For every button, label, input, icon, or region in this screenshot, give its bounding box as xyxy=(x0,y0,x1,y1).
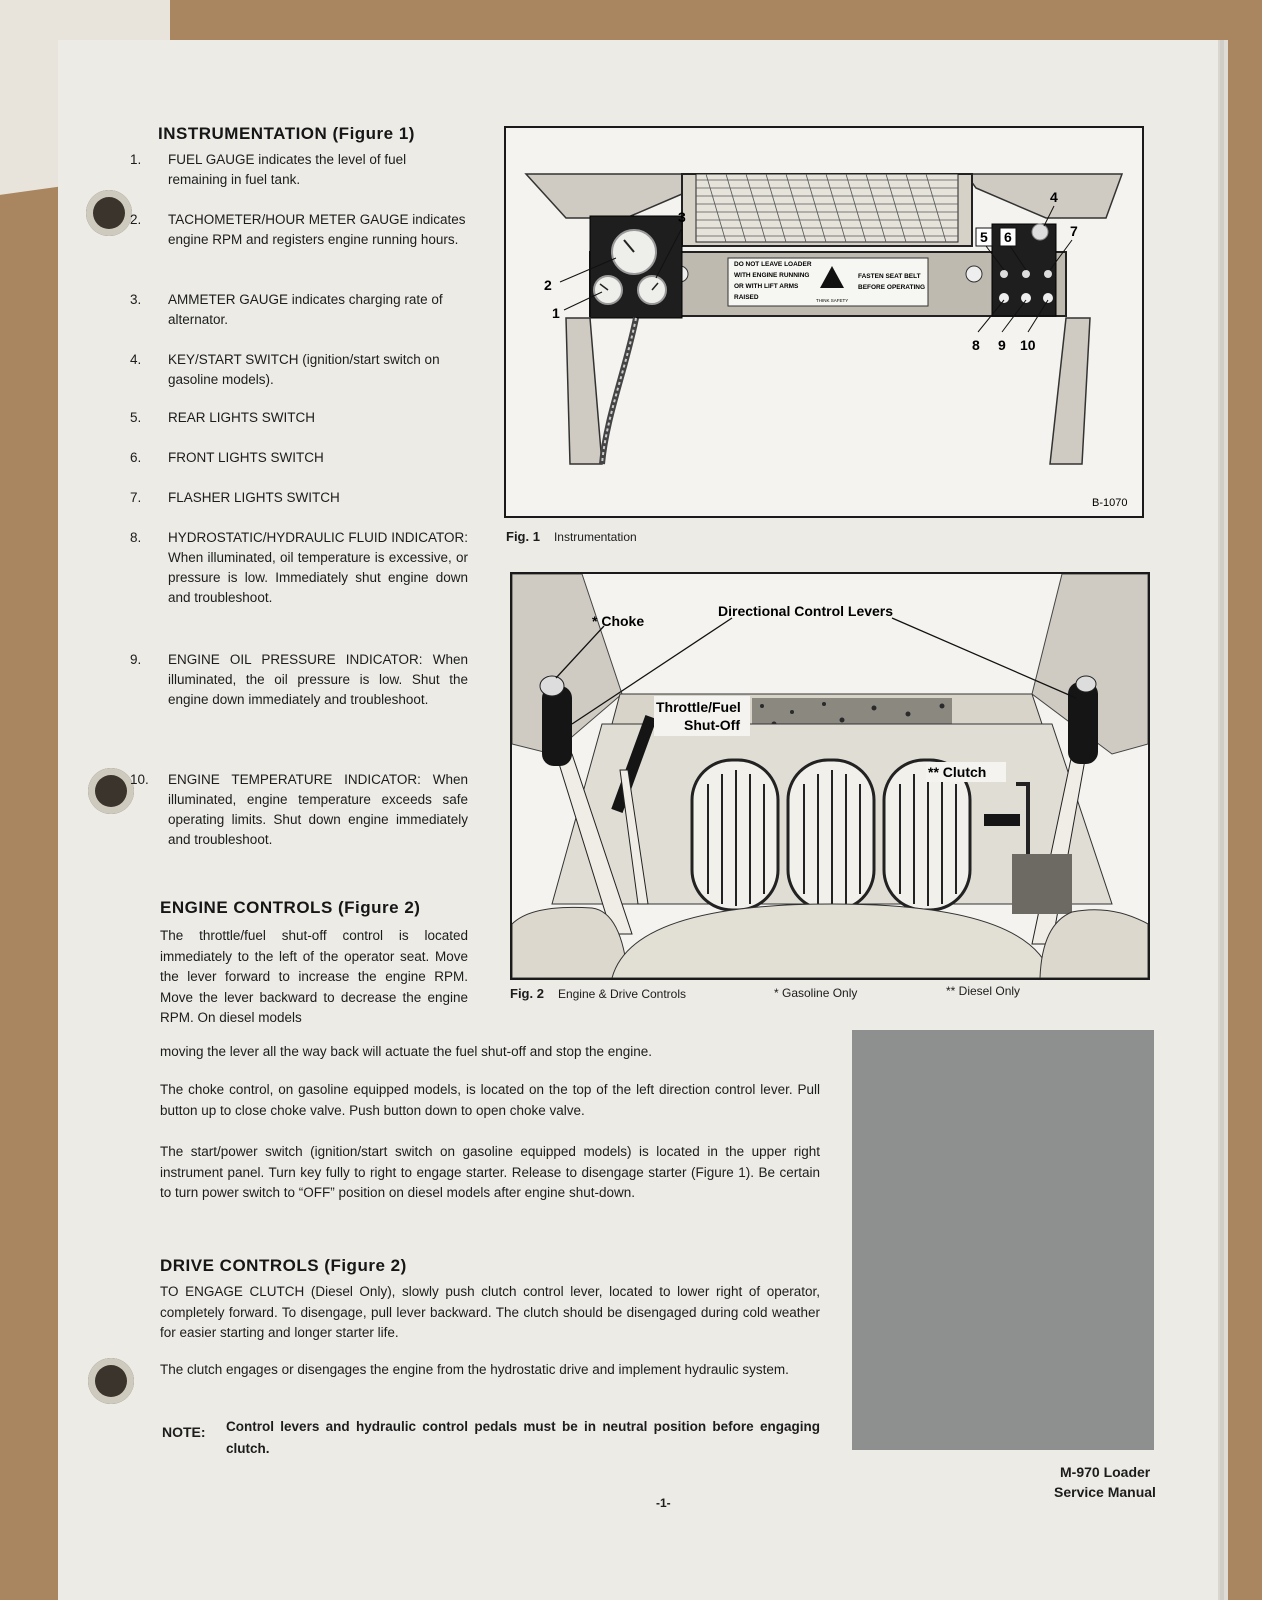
list-item xyxy=(130,448,468,468)
item-number: 5. xyxy=(130,410,142,425)
item-text: ENGINE TEMPERATURE INDICATOR: When illuminated, engine temperature exceeds safe operating limits. Shut down engine immediately and troubleshoot. xyxy=(168,772,468,847)
binder-hole xyxy=(88,768,134,814)
engine-controls-paragraph-1a: The throttle/fuel shut-off control is located immediately to the left of the operator seat. Move the lever forward to increase the engine RPM. Move the lever backward to decrease the engine RPM. On diesel models xyxy=(160,928,468,1025)
section-heading-engine-controls: ENGINE CONTROLS (Figure 2) xyxy=(160,898,421,917)
item-text: FLASHER LIGHTS SWITCH xyxy=(168,490,340,505)
list-item xyxy=(130,350,468,390)
item-number: 2. xyxy=(130,212,142,227)
item-number: 9. xyxy=(130,652,142,667)
figure-1-caption xyxy=(506,529,637,544)
callout-label: 6 xyxy=(1004,229,1012,245)
gray-blank-block xyxy=(852,1030,1154,1450)
decal-small: THINK SAFETY xyxy=(816,298,849,303)
callout-label: 4 xyxy=(1050,189,1058,205)
footer-model: M-970 Loader xyxy=(1060,1464,1151,1480)
item-text: FUEL GAUGE indicates the level of fuel remaining in fuel tank. xyxy=(168,152,407,187)
figure-1-caption-text: Instrumentation xyxy=(553,530,637,544)
binder-hole xyxy=(86,190,132,236)
callout-label: 10 xyxy=(1020,337,1036,353)
list-item xyxy=(130,290,468,330)
item-text: REAR LIGHTS SWITCH xyxy=(168,410,316,425)
label-shut-off: Shut-Off xyxy=(684,717,740,733)
section-heading-drive-controls: DRIVE CONTROLS (Figure 2) xyxy=(160,1256,407,1275)
decal-right-line: FASTEN SEAT BELT xyxy=(858,273,921,280)
engine-controls-paragraph-2: The choke control, on gasoline equipped models, is located on the top of the left direction control lever. Pull button up to close choke valve. Push button down to open choke valve. xyxy=(160,1082,820,1118)
list-item xyxy=(130,770,468,850)
manual-page xyxy=(58,40,1218,1600)
item-text: AMMETER GAUGE indicates charging rate of alternator. xyxy=(168,292,443,327)
callout-label: 5 xyxy=(980,229,988,245)
figure-2-caption xyxy=(510,986,686,1001)
decal-left-line: WITH ENGINE RUNNING xyxy=(734,272,810,279)
footer-manual: Service Manual xyxy=(1054,1484,1156,1500)
binder-hole xyxy=(88,1358,134,1404)
gasoline-only-note: * Gasoline Only xyxy=(774,986,858,1000)
figure-code: B-1070 xyxy=(1092,497,1128,509)
label-clutch: ** Clutch xyxy=(928,764,987,780)
note-text: Control levers and hydraulic control pedals must be in neutral position before engaging clutch. xyxy=(226,1419,820,1456)
callout-label: 2 xyxy=(544,277,552,293)
engine-controls-paragraph-1b: moving the lever all the way back will actuate the fuel shut-off and stop the engine. xyxy=(160,1044,653,1059)
label-choke: * Choke xyxy=(592,613,645,629)
callout-label: 9 xyxy=(998,337,1006,353)
item-number: 1. xyxy=(130,152,142,167)
callout-label: 1 xyxy=(552,305,560,321)
list-item xyxy=(130,650,468,710)
list-item xyxy=(130,488,468,508)
item-number: 4. xyxy=(130,352,142,367)
label-throttle-fuel: Throttle/Fuel xyxy=(656,699,741,715)
item-number: 7. xyxy=(130,490,142,505)
list-item xyxy=(130,528,468,608)
callout-label: 7 xyxy=(1070,223,1078,239)
page-number: -1- xyxy=(656,1496,671,1510)
section-heading-instrumentation: INSTRUMENTATION (Figure 1) xyxy=(158,124,415,143)
decal-left-line: RAISED xyxy=(734,294,759,301)
list-item xyxy=(130,210,468,250)
list-item xyxy=(130,408,468,428)
diesel-only-note: ** Diesel Only xyxy=(946,984,1021,998)
item-text: FRONT LIGHTS SWITCH xyxy=(168,450,324,465)
note-label: NOTE: xyxy=(162,1424,206,1440)
item-text: ENGINE OIL PRESSURE INDICATOR: When illuminated, the oil pressure is low. Shut the engine down immediately and troubleshoot. xyxy=(168,652,468,707)
item-text: TACHOMETER/HOUR METER GAUGE indicates engine RPM and registers engine running hours. xyxy=(168,212,466,247)
callout-label: 8 xyxy=(972,337,980,353)
figure-2-caption-label: Fig. 2 xyxy=(510,986,544,1001)
figure-1-instrumentation xyxy=(504,126,1144,518)
figure-2-caption-text: Engine & Drive Controls xyxy=(557,987,687,1001)
engine-controls-paragraph-3: The start/power switch (ignition/start switch on gasoline equipped models) is located in the upper right instrument panel. Turn key fully to right to engage starter. Release to disengage starter (Figure 1). Be certain to turn power switch to “OFF” position on diesel models after engine shut-down. xyxy=(160,1144,820,1200)
drive-controls-paragraph-2: The clutch engages or disengages the engine from the hydrostatic drive and implement hydraulic system. xyxy=(160,1362,789,1377)
figure-2-engine-drive-controls xyxy=(510,572,1150,980)
drive-controls-paragraph-1: TO ENGAGE CLUTCH (Diesel Only), slowly push clutch control lever, located to lower right of operator, completely forward. To disengage, pull lever backward. The clutch should be disengaged during cold weather for easier starting and longer starter life. xyxy=(160,1284,820,1340)
item-number: 3. xyxy=(130,292,142,307)
instrument-panel-illustration xyxy=(506,128,1142,516)
item-number: 6. xyxy=(130,450,142,465)
controls-illustration xyxy=(512,574,1148,978)
item-text: HYDROSTATIC/HYDRAULIC FLUID INDICATOR: When illuminated, oil temperature is excessive, or pressure is low. Immediately shut engine down and troubleshoot. xyxy=(168,530,468,605)
callout-label: 3 xyxy=(678,209,686,225)
item-number: 10. xyxy=(130,772,149,787)
decal-left-line: DO NOT LEAVE LOADER xyxy=(734,261,812,268)
item-text: KEY/START SWITCH (ignition/start switch on gasoline models). xyxy=(168,352,440,387)
label-directional-control-levers: Directional Control Levers xyxy=(718,603,894,619)
list-item xyxy=(130,150,468,190)
decal-left-line: OR WITH LIFT ARMS xyxy=(734,283,799,290)
decal-right-line: BEFORE OPERATING xyxy=(858,284,926,291)
item-number: 8. xyxy=(130,530,142,545)
figure-1-caption-label: Fig. 1 xyxy=(506,529,540,544)
